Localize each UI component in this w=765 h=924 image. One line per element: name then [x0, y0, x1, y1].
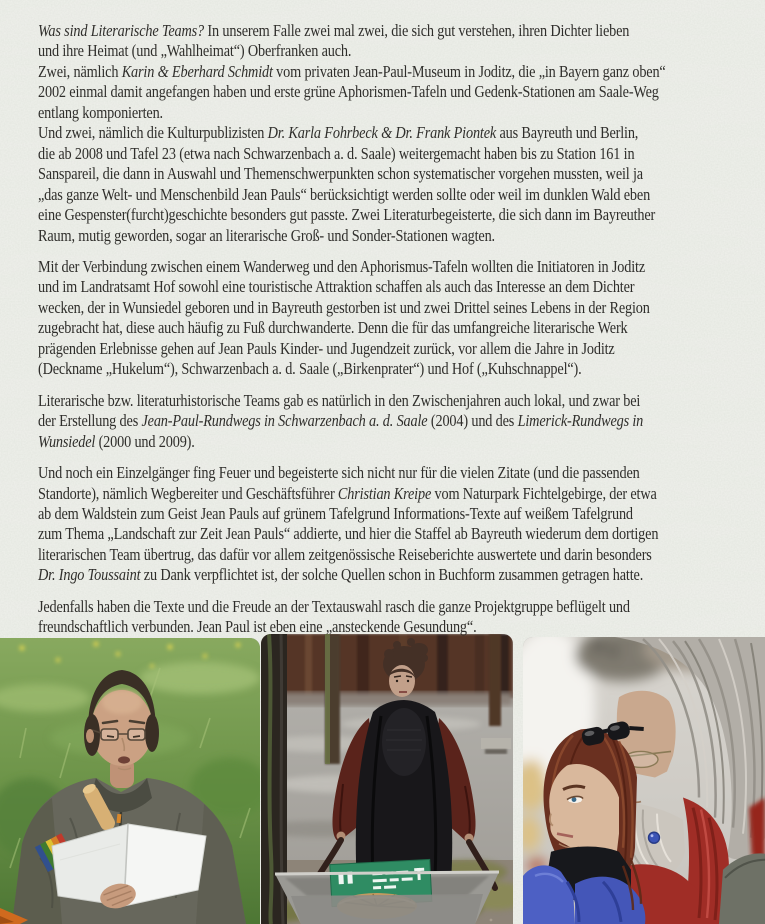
article-text — [38, 21, 765, 649]
text-run: vom Naturpark Fichtelgebirge, der etwa — [431, 483, 657, 503]
text-line — [38, 359, 765, 379]
text-run: Mit der Verbindung zwischen einem Wanderweg und den Aphorismus-Tafeln wollten die Initiatoren in Joditz — [38, 256, 646, 276]
text-run: und im Landratsamt Hof sowohl eine touristische Attraktion schaffen als auch das Interesse an dem Dichter — [38, 277, 635, 297]
text-run: der Erstellung des — [38, 411, 142, 431]
blue-earring — [649, 832, 660, 843]
text-line — [38, 205, 765, 225]
emphasized-text-run: Jean-Paul-Rundwegs in Schwarzenbach a. d. Saale — [141, 411, 428, 431]
text-run: prägenden Erlebnisse gehen auf Jean Pauls Kinder- und Jugendzeit zurück, vor allem die Jahre in Joditz — [38, 338, 615, 358]
text-run: entlang komponierten. — [38, 102, 163, 122]
text-line — [38, 565, 765, 585]
text-run: „das ganze Welt- und Menschenbild Jean Pauls“ berücksichtigt werden sollte oder weil im dunklen Wald eben — [38, 184, 651, 204]
paragraph — [38, 257, 765, 380]
text-line — [38, 144, 765, 164]
text-line — [38, 463, 765, 483]
text-run: vom privaten Jean-Paul-Museum in Joditz, die „in Bayern ganz oben“ — [272, 61, 666, 81]
emphasized-text-run: Limerick-Rundwegs in — [517, 411, 644, 431]
text-run: die ab 2008 und Tafel 23 (etwa nach Schwarzenbach a. d. Saale) weitergemacht haben bis zu Station 161 in — [38, 143, 635, 163]
text-line — [38, 226, 765, 246]
text-line — [38, 82, 765, 102]
text-line — [38, 339, 765, 359]
text-run: In unserem Falle zwei mal zwei, die sich gut verstehen, ihren Dichter lieben — [204, 21, 630, 40]
text-run: (2004) und des — [427, 411, 518, 431]
text-run: Raum, mutig geworden, sogar an literarische Groß- und Sonder-Stationen wagten. — [38, 225, 495, 245]
text-line — [38, 411, 765, 431]
text-run: Literarische bzw. literaturhistorische Teams gab es natürlich in den Zwischenjahren auch lokal, und zwar bei — [38, 390, 641, 410]
text-line — [38, 318, 765, 338]
text-line — [38, 21, 765, 41]
text-line — [38, 62, 765, 82]
text-run: ab dem Waldstein zum Geist Jean Pauls auf grünem Tafelgrund Informations-Texte auf weißem Tafelgrund — [38, 503, 633, 523]
paragraph — [38, 463, 765, 586]
emphasized-text-run: Wunsiedel — [38, 431, 96, 451]
text-line — [38, 185, 765, 205]
text-run: wecken, der in Wunsiedel geboren und in Bayreuth gestorben ist und zwei Drittel seines Lebens in der Region — [38, 297, 650, 317]
text-run: Sanspareil, die dann in Auswahl und Themenschwerpunkten schon systematischer vorgehen mussten, weil ja — [38, 164, 643, 184]
text-line — [38, 391, 765, 411]
text-line — [38, 504, 765, 524]
emphasized-text-run: Was sind Literarische Teams? — [38, 21, 205, 40]
text-line — [38, 524, 765, 544]
photo-two-profiles — [523, 637, 765, 924]
text-line — [38, 257, 765, 277]
text-line — [38, 41, 765, 61]
text-line — [38, 617, 765, 637]
emphasized-text-run: Dr. Ingo Toussaint — [38, 565, 141, 585]
text-run: Standorte), nämlich Wegbereiter und Geschäftsführer — [38, 483, 338, 503]
text-run: literarischen Team übertrug, das dafür vor allem zeitgenössische Reiseberichte auswertete und darin besonders — [38, 544, 652, 564]
man-reading-illustration — [0, 638, 260, 924]
text-run: (2000 und 2009). — [95, 431, 195, 451]
text-run: zugebracht hat, diese auch häufig zu Fuß durchwanderte. Denn die für das umfangreiche literarische Werk — [38, 318, 628, 338]
paragraph — [38, 597, 765, 638]
text-line — [38, 484, 765, 504]
text-run: Und noch ein Einzelgänger fing Feuer und begeisterte sich nicht nur für die vielen Zitate (und die passenden — [38, 463, 640, 483]
text-run: aus Bayreuth und Berlin, — [496, 123, 639, 143]
photo-woman-wheelbarrow — [261, 634, 513, 924]
text-run: Jedenfalls haben die Texte und die Freude an der Textauswahl rasch die ganze Projektgruppe beflügelt und — [38, 596, 630, 616]
text-run: 2002 einmal damit angefangen haben und erste grüne Aphorismen-Tafeln und Gedenk-Stationen am Saale-Weg — [38, 82, 659, 102]
text-line — [38, 164, 765, 184]
paragraph — [38, 21, 765, 246]
text-run: zu Dank verpflichtet ist, der solche Quellen schon in Buchform zusammen getragen hatte. — [140, 565, 644, 585]
emphasized-text-run: Christian Kreipe — [337, 483, 432, 503]
text-line — [38, 432, 765, 452]
text-line — [38, 298, 765, 318]
text-run: Und zwei, nämlich die Kulturpublizisten — [38, 123, 268, 143]
paragraph — [38, 391, 765, 452]
text-run: zum Thema „Landschaft zur Zeit Jean Pauls“ addierte, und hier die Staffel ab Bayreuth wiederum dem dortigen — [38, 524, 659, 544]
emphasized-text-run: Karin & Eberhard Schmidt — [121, 61, 273, 81]
text-line — [38, 103, 765, 123]
text-run: und ihre Heimat (und „Wahlheimat“) Oberfranken auch. — [38, 41, 352, 61]
emphasized-text-run: Dr. Karla Fohrbeck & Dr. Frank Piontek — [267, 123, 497, 143]
text-line — [38, 123, 765, 143]
woman-wheelbarrow-illustration — [261, 634, 513, 924]
text-run: eine Gespenster(furcht)geschichte besonders gut passte. Zwei Literaturbegeisterte, die sich dann im Bayreuther — [38, 205, 656, 225]
text-run: freundschaftlich verbunden. Jean Paul ist eben eine „ansteckende Gesundung“. — [38, 617, 477, 637]
text-line — [38, 597, 765, 617]
two-profiles-illustration — [523, 637, 765, 924]
text-run: (Deckname „Hukelum“), Schwarzenbach a. d. Saale („Birkenprater“) und Hof („Kuhschnappel“). — [38, 359, 582, 379]
text-line — [38, 545, 765, 565]
text-line — [38, 277, 765, 297]
stone-bench — [481, 738, 511, 754]
photo-man-reading — [0, 638, 260, 924]
text-run: Zwei, nämlich — [38, 61, 122, 81]
